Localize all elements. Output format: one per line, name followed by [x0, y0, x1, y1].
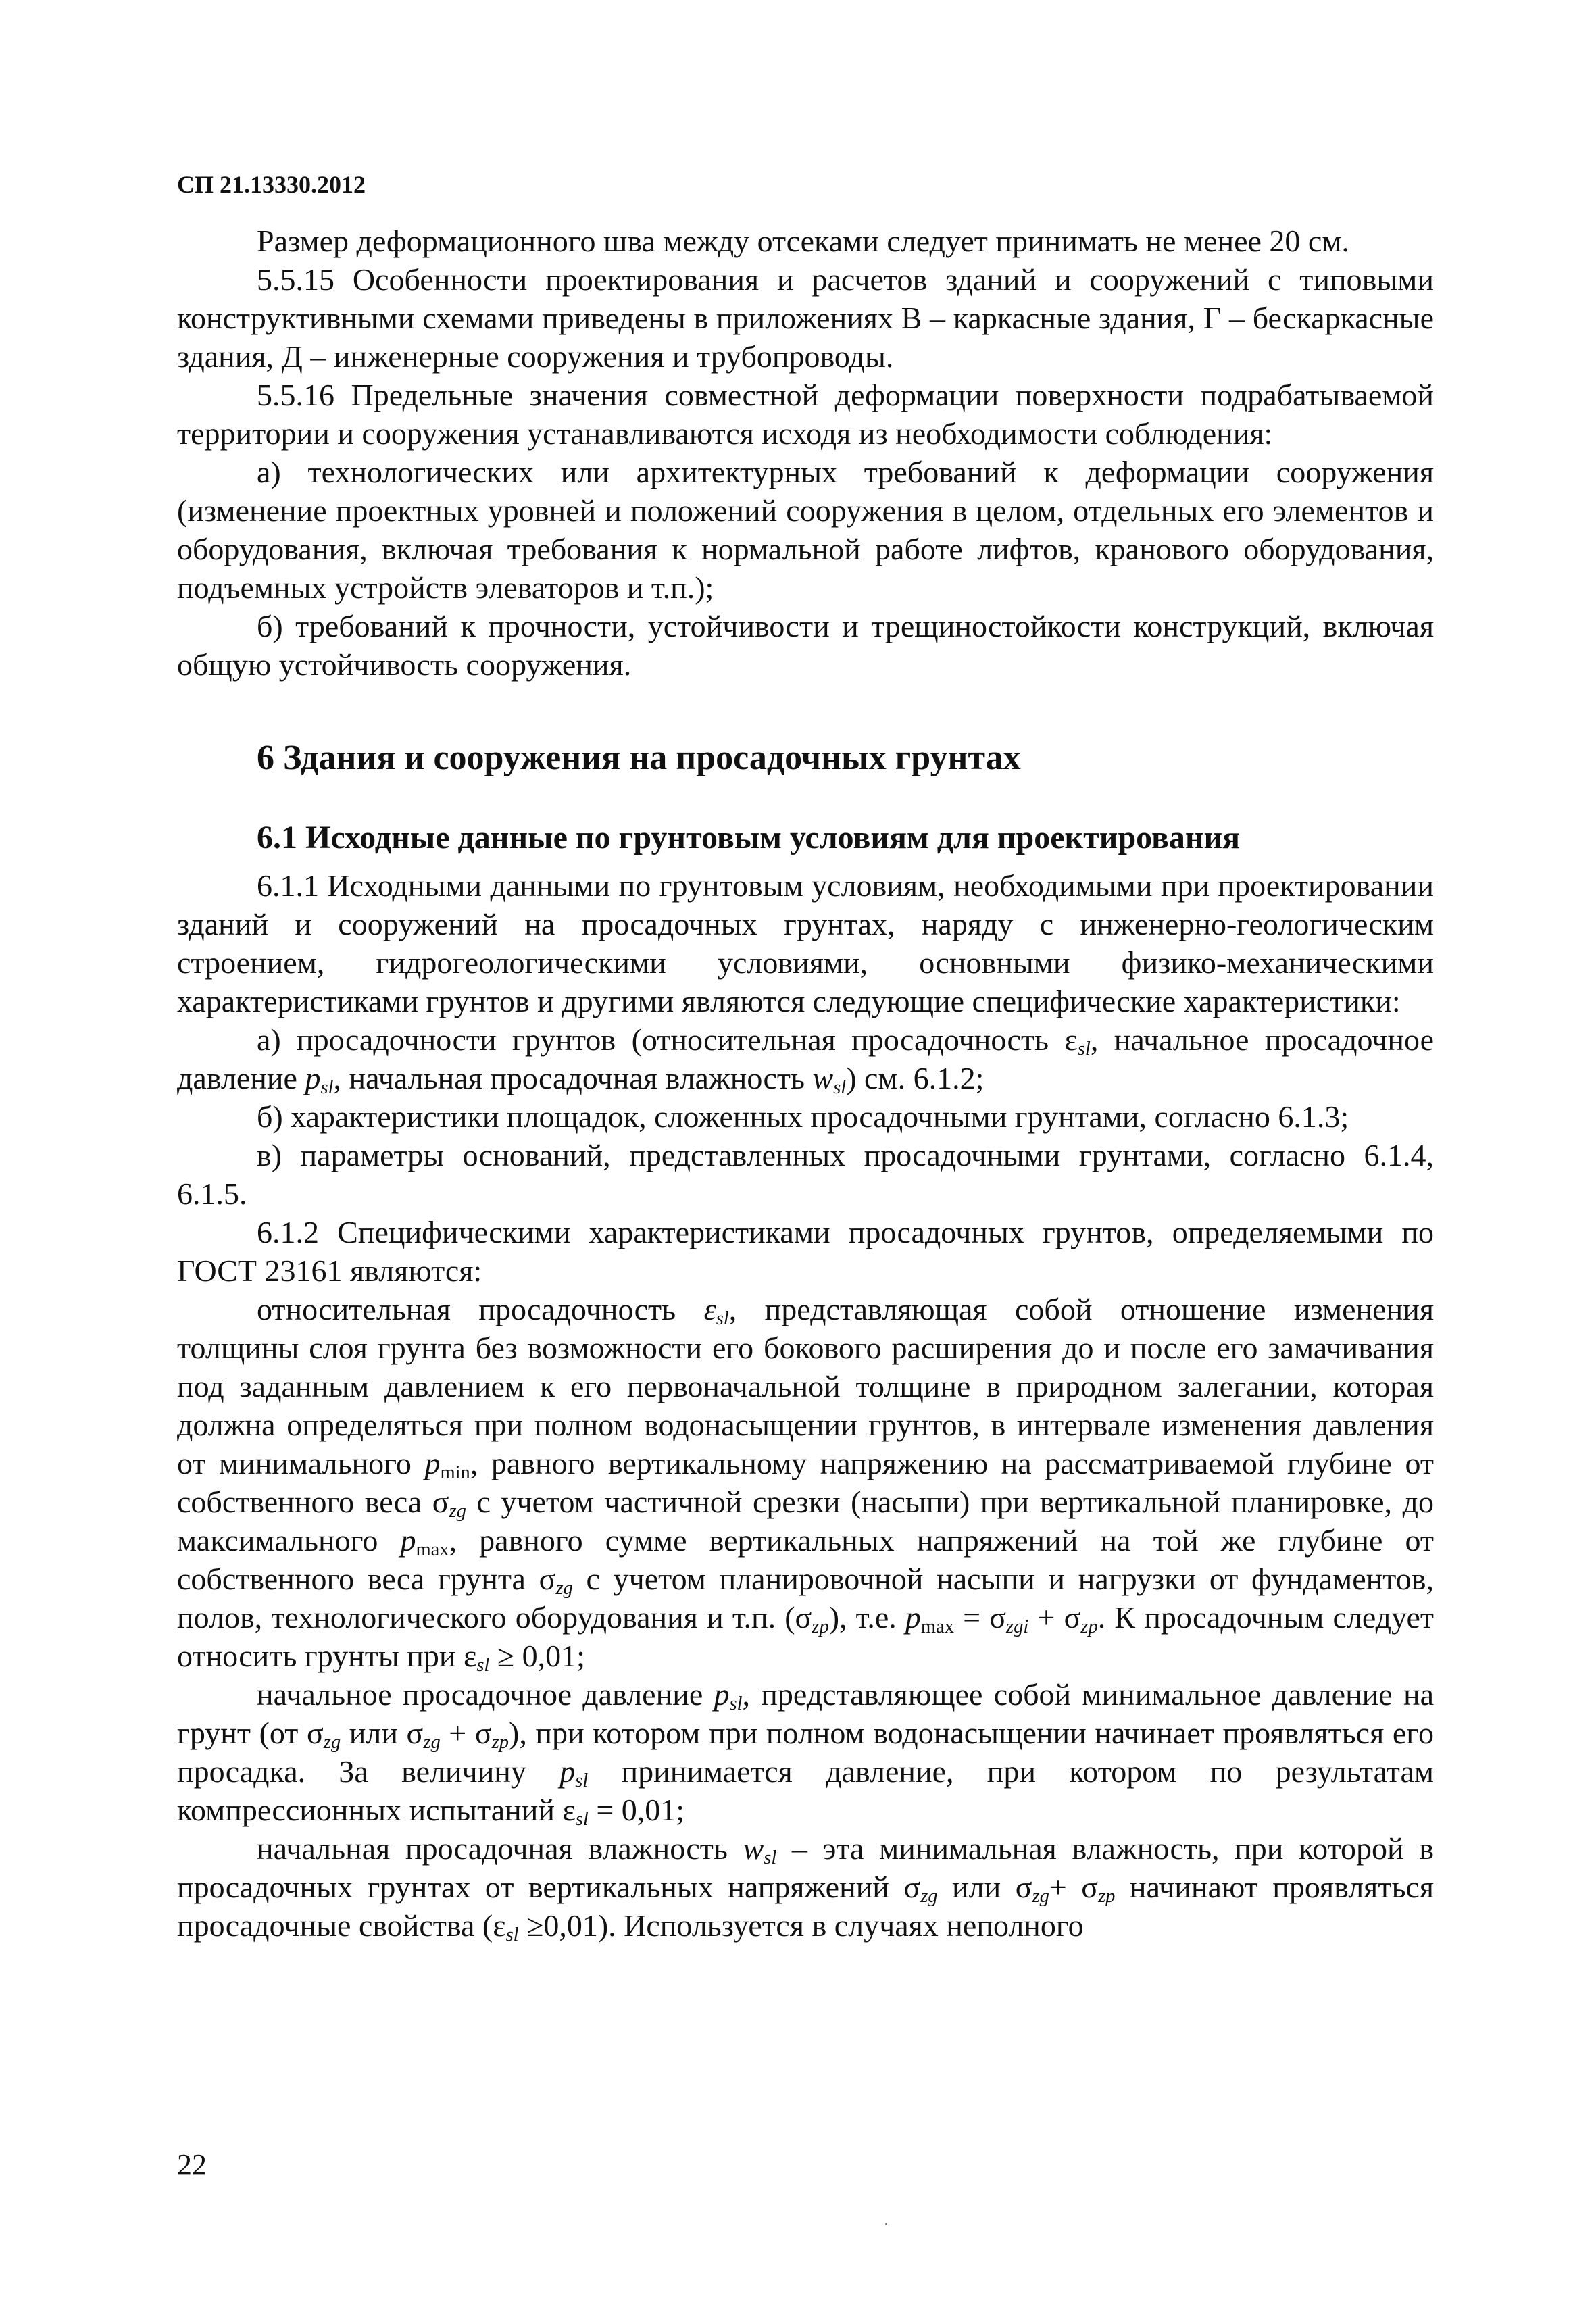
paragraph-5-5-15: 5.5.15 Особенности проектирования и расчетов зданий и сооружений с типовыми конструктивными схемами приведены в приложениях В – каркасные здания, Г – бескаркасные здания, Д – инженерные сооружения и трубопроводы.: [177, 262, 1434, 374]
paragraph: Размер деформационного шва между отсеками следует принимать не менее 20 см.: [257, 224, 1349, 258]
scan-speck: [885, 2223, 887, 2225]
subsection-heading: 6.1 Исходные данные по грунтовым условиям для проектирования: [257, 820, 1241, 855]
list-item-b: б) требований к прочности, устойчивости и трещиностойкости конструкций, включая общую устойчивость сооружения.: [177, 609, 1434, 682]
document-code: СП 21.13330.2012: [177, 171, 366, 198]
definition-relative-collapsibility: относительная просадочность $\varepsilon_{sl}$, представляющая собой отношение изменения толщины слоя грунта без возможности его бокового расширения до и после его замачивания под заданным давлением к его первоначальной толщине в природном залегании, которая должна определяться при полном водонасыщении грунтов, в интервале изменения давления от минимального $p_{min}$, равного вертикальному напряжению на рассматриваемой глубине от собственного веса $\sigma_{zg}$ с учетом частичной срезки (насыпи) при вертикальной планировке, до максимального $p_{max}$, равного сумме вертикальных напряжений на той же глубине от собственного веса грунта $\sigma_{zg}$ с учетом планировочной насыпи и нагрузки от фундаментов, полов, технологического оборудования и т.п. $(\sigma_{zp})$, т.е. $p_{max} = \sigma_{zgi} + \sigma_{zp}$. К просадочным следует относить грунты при $\varepsilon_{sl} \ge 0,01$;: [177, 1292, 1435, 1676]
paragraph-5-5-16: 5.5.16 Предельные значения совместной деформации поверхности подрабатываемой территории и сооружения устанавливаются исходя из необходимости соблюдения:: [177, 378, 1434, 451]
list-item-a: а) технологических или архитектурных требований к деформации сооружения (изменение проектных уровней и положений сооружения в целом, отдельных его элементов и оборудования, включая требования к нормальной работе лифтов, кранового оборудования, подъемных устройств элеваторов и т.п.);: [177, 455, 1434, 605]
paragraph-6-1-2: 6.1.2 Специфическими характеристиками просадочных грунтов, определяемыми по ГОСТ 23161 являются:: [177, 1215, 1434, 1288]
section-heading: 6 Здания и сооружения на просадочных грунтах: [257, 739, 1021, 777]
list-item-a-collapsibility: а) просадочности грунтов (относительная просадочность $\varepsilon_{sl}$, начальное просадочное давление $p_{sl}$, начальная просадочная влажность $w_{sl}$) см. 6.1.2;: [177, 1022, 1435, 1099]
definition-initial-pressure: начальное просадочное давление $p_{sl}$, представляющее собой минимальное давление на грунт (от $\sigma_{zg}$ или $\sigma_{zg} + \sigma_{zp}$), при котором при полном водонасыщении начинает проявляться его просадка. За величину $p_{sl}$ принимается давление, при котором по результатам компрессионных испытаний $\varepsilon_{sl} = 0,01$;: [177, 1677, 1434, 1831]
page-body: [177, 222, 1434, 1945]
page-number: 22: [177, 2148, 207, 2181]
list-item-v-foundations: в) параметры оснований, представленных просадочными грунтами, согласно 6.1.4, 6.1.5.: [177, 1138, 1434, 1211]
paragraph-6-1-1: 6.1.1 Исходными данными по грунтовым условиям, необходимыми при проектировании зданий и сооружений на просадочных грунтах, наряду с инженерно-геологическим строением, гидрогеологическими условиями, основными физико-механическими характеристиками грунтов и другими являются следующие специфические характеристики:: [177, 868, 1434, 1018]
definition-initial-moisture: начальная просадочная влажность $w_{sl}$ – эта минимальная влажность, при которой в просадочных грунтах от вертикальных напряжений $\sigma_{zg}$ или $\sigma_{zg}+ \sigma_{zp}$ начинают проявляться просадочные свойства $(\varepsilon_{sl} \ge 0,01)$. Используется в случаях неполного: [177, 1831, 1435, 1946]
list-item-b-sites: б) характеристики площадок, сложенных просадочными грунтами, согласно 6.1.3;: [257, 1099, 1349, 1134]
